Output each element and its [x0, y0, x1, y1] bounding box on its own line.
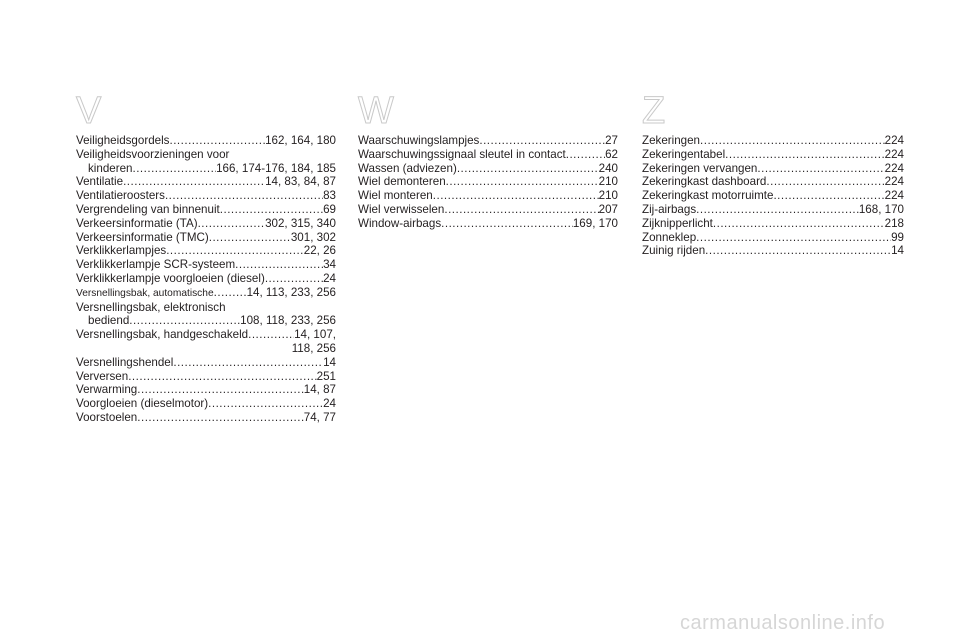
index-entry: Versnellingsbak, automatische ..... 14, 113, 233, 256 — [76, 286, 336, 301]
section-letter-v: V — [76, 90, 102, 132]
index-entry: Verkeersinformatie (TMC) ..... 301, 302 — [76, 231, 336, 245]
index-entry: Vergrendeling van binnenuit ..... 69 — [76, 203, 336, 217]
section-letter-w: W — [358, 90, 394, 132]
index-entry: Verwarming ..... 14, 87 — [76, 383, 336, 397]
index-entry: Verklikkerlampjes ..... 22, 26 — [76, 244, 336, 258]
index-entry: Waarschuwingslampjes ..... 27 — [358, 134, 618, 148]
entries-w — [358, 134, 618, 231]
index-entry: Zekeringen ..... 224 — [642, 134, 904, 148]
index-entry: Verklikkerlampje SCR-systeem ..... 34 — [76, 258, 336, 272]
index-entry: Zonneklep ..... 99 — [642, 231, 904, 245]
index-entry-continuation: bediend ..... 108, 118, 233, 256 — [76, 314, 336, 328]
index-entry-continuation: kinderen ..... 166, 174-176, 184, 185 — [76, 162, 336, 176]
index-entry: Versnellingshendel ..... 14 — [76, 356, 336, 370]
section-letter-z: Z — [642, 90, 666, 132]
index-entry: Ventilatieroosters ..... 83 — [76, 189, 336, 203]
index-entry: Zij-airbags ..... 168, 170 — [642, 203, 904, 217]
index-entry: Zekeringkast dashboard ..... 224 — [642, 175, 904, 189]
index-entry-pages-continuation: 118, 256 — [291, 341, 336, 355]
index-entry: Zuinig rijden ..... 14 — [642, 244, 904, 258]
index-entry: Zekeringentabel ..... 224 — [642, 148, 904, 162]
index-entry: Verklikkerlampje voorgloeien (diesel) ..... 24 — [76, 272, 336, 286]
index-entry: Wassen (adviezen) ..... 240 — [358, 162, 618, 176]
entries-z — [642, 134, 904, 258]
index-entry: Wiel verwisselen ..... 207 — [358, 203, 618, 217]
index-entry: Wiel monteren ..... 210 — [358, 189, 618, 203]
index-entry: Zijknipperlicht ..... 218 — [642, 217, 904, 231]
index-entry: Voorgloeien (dieselmotor) ..... 24 — [76, 397, 336, 411]
index-entry: Verkeersinformatie (TA) ..... 302, 315, 340 — [76, 217, 336, 231]
index-entry: Wiel demonteren ..... 210 — [358, 175, 618, 189]
entries-v — [76, 134, 336, 425]
index-entry: Veiligheidsgordels ..... 162, 164, 180 — [76, 134, 336, 148]
index-entry: Voorstoelen ..... 74, 77 — [76, 411, 336, 425]
index-entry: Versnellingsbak, elektronisch — [76, 300, 226, 314]
index-entry: Verversen ..... 251 — [76, 370, 336, 384]
watermark: carmanualsonline.info — [680, 612, 886, 634]
index-entry: Zekeringen vervangen ..... 224 — [642, 162, 904, 176]
index-entry: Zekeringkast motorruimte ..... 224 — [642, 189, 904, 203]
index-entry: Versnellingsbak, handgeschakeld ..... 14, 107, — [76, 328, 336, 342]
index-entry: Window-airbags ..... 169, 170 — [358, 217, 618, 231]
index-entry: Waarschuwingssignaal sleutel in contact ..... 62 — [358, 148, 618, 162]
index-entry: Ventilatie ..... 14, 83, 84, 87 — [76, 175, 336, 189]
index-entry: Veiligheidsvoorzieningen voor — [76, 147, 230, 161]
